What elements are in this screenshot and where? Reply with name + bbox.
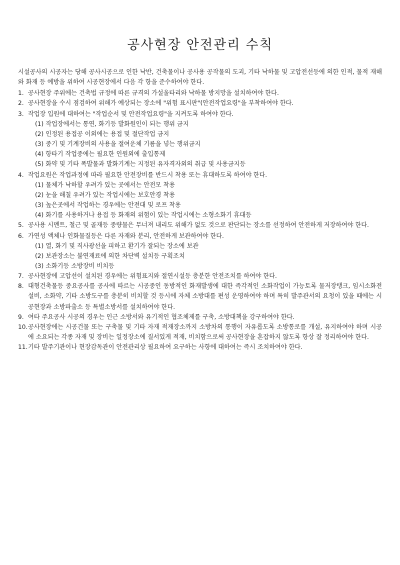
sub-rule-number: (4) <box>35 151 44 159</box>
rule-item <box>18 89 382 99</box>
rule-item <box>18 313 382 323</box>
sub-rule-item <box>35 242 382 252</box>
sub-rule-item <box>35 140 382 150</box>
rule-item <box>18 272 382 282</box>
sub-rule-text: 중기 및 기계장비의 사용을 절여운체 기름을 넣는 행위금지 <box>45 141 201 149</box>
sub-rule-text: 소화기등 소방장비 비치등 <box>45 262 115 270</box>
rule-number: 3. <box>18 110 24 118</box>
rule-item <box>18 323 382 343</box>
sub-rule-item <box>35 252 382 262</box>
sub-rule-text: 작업장에서는 통연, 화기등 발화원인이 되는 행위 금지 <box>45 120 189 128</box>
sub-rule-number: (1) <box>35 120 44 128</box>
sub-rule-text: 화기를 사용하거나 용접 등 화재의 위험이 있는 작업시에는 소형소화기 휴대등 <box>45 212 252 220</box>
sub-rule-text: 화약 및 기타 폭발물과 발화기계는 지정된 유자격자외의 취급 및 사용금지등 <box>45 161 246 169</box>
sub-rule-text: 물체가 낙하할 우려가 있는 곳에서는 안전모 착용 <box>45 181 175 189</box>
rule-text: 공사현장에 고압선이 설치된 경우에는 위험표지와 절연시설등 충분한 안전조치를 하여야 한다. <box>28 273 277 281</box>
rule-text: 작업장 입원에 대하여는 "작업순서 및 안전작업요령"을 지켜도록 하여야 한다. <box>28 110 234 118</box>
rule-number: 9. <box>18 313 24 321</box>
rule-item <box>18 99 382 109</box>
rule-text: 기타 발주기관이나 현장감독관이 안전관리상 필요하여 요구하는 사항에 대하여는 즉시 조치하여야 한다. <box>28 344 303 352</box>
sub-rule-list <box>28 181 382 222</box>
rule-text: 공사용 시멘트, 철근 및 골재등 중량물은 무너져 내리도 위해가 없도 것으로 판단되는 장소를 선정하여 안전하게 저장하여야 한다. <box>28 222 369 230</box>
rule-number: 4. <box>18 171 24 179</box>
rule-item <box>18 343 382 353</box>
sub-rule-list <box>28 120 382 171</box>
rule-item <box>18 232 382 273</box>
rule-item <box>18 221 382 231</box>
sub-rule-item <box>35 160 382 170</box>
sub-rule-number: (1) <box>35 181 44 189</box>
sub-rule-list <box>28 242 382 272</box>
intro-paragraph: 시설공사의 시공자는 당해 공사시공으로 인한 낙반, 건축물이나 공사용 공작물의 도괴, 기타 낙하물 및 고압전선등에 의한 인적, 물적 재해와 화재 등 예방을 위하여 시공현장에서 다음 각 항을 준수하여야 한다. <box>18 69 382 87</box>
rule-item <box>18 110 382 171</box>
rules-list <box>18 89 382 353</box>
sub-rule-item <box>35 120 382 130</box>
sub-rule-number: (2) <box>35 252 44 260</box>
rule-text: 작업요원은 작업과정에 따라 필요한 안전장비를 반드시 착용 또는 휴대하도록 하여야 한다. <box>28 171 268 179</box>
sub-rule-text: 눈을 해칠 우려가 있는 작업시에는 보호안경 착용 <box>45 191 175 199</box>
rule-number: 11. <box>18 344 28 352</box>
rule-text: 공사현장을 수시 점검하여 위해가 예상되는 장소에 "위험 표시판"(안전작업요령"을 부착하여야 한다. <box>28 100 294 108</box>
rule-number: 1. <box>18 90 24 98</box>
sub-rule-item <box>35 191 382 201</box>
sub-rule-number: (4) <box>35 212 44 220</box>
sub-rule-number: (2) <box>35 130 44 138</box>
sub-rule-text: 항타기 작업중에는 필요한 인원외에 출입통제 <box>45 151 166 159</box>
rule-number: 10. <box>18 323 28 331</box>
rule-item <box>18 171 382 222</box>
sub-rule-number: (2) <box>35 191 44 199</box>
rule-number: 8. <box>18 283 24 291</box>
rule-text: 공사현장에는 시공건물 또는 구축물 및 기타 자재 적재장소까지 소방차의 통행이 자유롭도록 소방통로를 개설, 유지하여야 하며 시공에 소요되는 각종 자재 및 장비는 일정장소에 질서있게 적재, 비치함으로써 공사현장을 혼잡하지 않도록 항상 잘 정리하여야 한다. <box>28 323 382 342</box>
sub-rule-item <box>35 201 382 211</box>
sub-rule-text: 인정된 용접공 이외에는 용접 및 절단작업 금지 <box>45 130 170 138</box>
sub-rule-number: (3) <box>35 262 44 270</box>
rule-text: 공사현장 주위에는 건축법 규정에 따른 규격의 가설울타리와 낙하물 방지망을 설치하여야 한다. <box>28 90 279 98</box>
sub-rule-text: 열, 화기 및 직사광선을 피하고 환기가 잘되는 장소에 보관 <box>45 242 199 250</box>
sub-rule-item <box>35 150 382 160</box>
document-title: 공사현장 안전관리 수칙 <box>127 38 273 53</box>
rule-text: 여타 주요공사 시공의 경우는 인근 소방서와 유기적인 협조체제를 구축, 소방대책을 강구하여야 한다. <box>28 313 295 321</box>
sub-rule-text: 높은곳에서 작업하는 경우에는 안전대 및 로프 착용 <box>45 202 181 210</box>
sub-rule-number: (3) <box>35 141 44 149</box>
rule-text: 대형건축물등 중요공사를 공사에 따르는 시공중인 동방적인 화재발생에 대한 즉각적인 소화작업이 가능토록 물저장탱크, 임시소화전설비, 소화약, 기타 소방도구를 충분히 비치할 것 등시에 자체 소방대를 편성 운영하여야 하며 특히 발주관서의 요청이 있을 때에는 시공현장과 소방파출소 등 특별소방서를 설치하여야 한다. <box>28 283 382 311</box>
rule-item <box>18 282 382 312</box>
rule-number: 7. <box>18 273 24 281</box>
sub-rule-item <box>35 130 382 140</box>
sub-rule-item <box>35 262 382 272</box>
sub-rule-text: 보관장소는 불연재료에 의한 차단벽 설치등 구획조치 <box>45 252 185 260</box>
rule-text: 가연성 액체나 인화물질등은 다른 자재와 분리, 안전하게 보관하여야 한다. <box>28 232 224 240</box>
rule-number: 2. <box>18 100 24 108</box>
sub-rule-number: (1) <box>35 242 44 250</box>
sub-rule-item <box>35 181 382 191</box>
sub-rule-number: (5) <box>35 161 44 169</box>
rule-number: 6. <box>18 232 24 240</box>
sub-rule-item <box>35 211 382 221</box>
rule-number: 5. <box>18 222 24 230</box>
sub-rule-number: (3) <box>35 202 44 210</box>
